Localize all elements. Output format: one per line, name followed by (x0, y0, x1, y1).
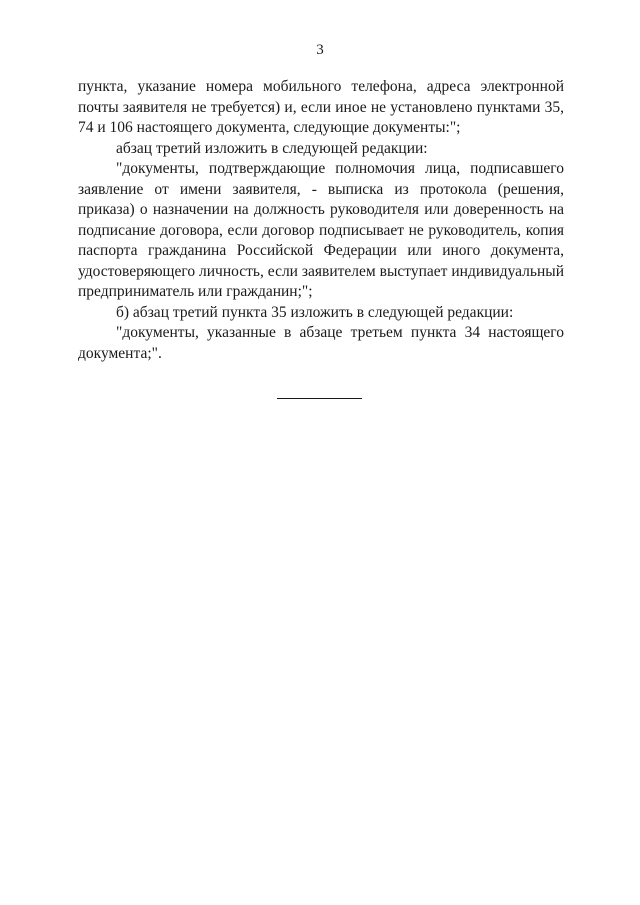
paragraph-new-wording: "документы, подтверждающие полномочия лица, подписавшего заявление от имени заявителя, - выписка из протокола (решения, приказа) о назначении на должность руководителя или доверенность на подписание договора, если договор подписывает не руководитель, копия паспорта гражданина Российской Федерации или иного документа, удостоверяющего личность, если заявителем выступает индивидуальный предприниматель или гражданин;"; (78, 160, 564, 300)
document-body (78, 77, 564, 364)
paragraph-amendment-instruction: абзац третий изложить в следующей редакции: (116, 139, 428, 157)
paragraph-new-wording-35: "документы, указанные в абзаце третьем пункта 34 настоящего документа;". (78, 324, 564, 362)
paragraph-continuation: пункта, указание номера мобильного телефона, адреса электронной почты заявителя не требуется) и, если иное не установлено пунктами 35, 74 и 106 настоящего документа, следующие документы:"; (78, 78, 564, 136)
page-number: 3 (316, 42, 324, 58)
end-of-document-rule (277, 398, 362, 399)
paragraph-subitem-b: б) абзац третий пункта 35 изложить в следующей редакции: (116, 303, 514, 321)
